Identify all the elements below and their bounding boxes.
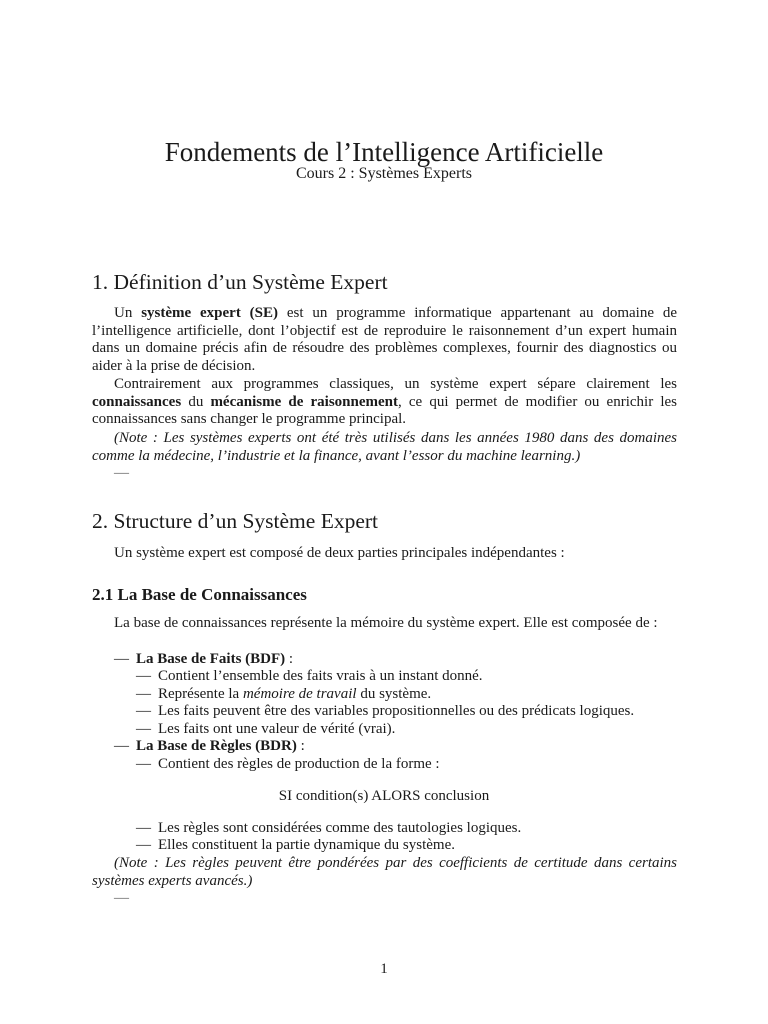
bold-term-bdf: La Base de Faits (BDF) — [136, 651, 286, 667]
text-run: du système. — [356, 686, 432, 702]
list-item-bdf-2 — [136, 686, 431, 704]
page-number: 1 — [380, 961, 388, 977]
bold-term-bdr: La Base de Règles (BDR) — [136, 738, 297, 754]
bold-term-systeme-expert: système expert (SE) — [141, 305, 279, 321]
text-run: : — [296, 738, 305, 754]
text-run: Elles constituent la partie dynamique du système. — [158, 837, 456, 853]
document-subtitle: Cours 2 : Systèmes Experts — [296, 165, 472, 182]
dash-marker: — — [136, 703, 151, 719]
section-1-dash: — — [114, 465, 129, 481]
section-1-heading — [92, 268, 388, 296]
list-item-bdr-3 — [136, 837, 455, 855]
italic-term-memoire: mémoire de travail — [242, 686, 357, 702]
dash-marker: — — [136, 721, 151, 737]
subsection-2-1-intro: La base de connaissances représente la mémoire du système expert. Elle est composée de : — [114, 615, 658, 631]
subsection-2-1-heading: 2.1 La Base de Connaissances — [92, 585, 307, 604]
subsection-2-1-dash: — — [114, 890, 129, 906]
list-item-bdf-4 — [136, 721, 395, 739]
list-item-bdf — [114, 651, 293, 669]
section-1-paragraph-2 — [92, 376, 677, 429]
section-1-number: 1. — [92, 270, 109, 294]
text-run: , ce qui permet de modifier ou enrichir les connaissances sans changer le programme principal. — [92, 393, 677, 428]
text-run: Les règles sont considérées comme des tautologies logiques. — [158, 820, 522, 836]
section-1-note: (Note : Les systèmes experts ont été très utilisés dans les années 1980 dans des domaines comme la médecine, l’industrie et la finance, avant l’essor du machine learning.) — [92, 430, 677, 464]
dash-marker: — — [136, 668, 151, 684]
text-run: Représente la — [158, 686, 243, 702]
text-run: : — [285, 651, 294, 667]
section-2-title: Structure d’un Système Expert — [113, 509, 379, 533]
dash-marker: — — [136, 837, 151, 853]
text-run: Un — [114, 305, 142, 321]
rule-formula: SI condition(s) ALORS conclusion — [278, 788, 490, 804]
dash-marker: — — [136, 820, 151, 836]
text-run: Les faits ont une valeur de vérité (vrai). — [158, 721, 396, 737]
dash-marker: — — [114, 738, 129, 754]
section-2-number: 2. — [92, 509, 109, 533]
text-run: Contrairement aux programmes classiques, un système expert sépare clairement les — [114, 376, 677, 392]
bold-term-mecanisme: mécanisme de raisonnement — [210, 393, 398, 410]
text-run: Contient des règles de production de la forme : — [158, 756, 440, 772]
dash-marker: — — [114, 651, 129, 667]
text-run: est un programme informatique appartenant au domaine de l’intelligence artificielle, dont l’objectif est de reproduire le raisonnement d’un expert humain dans un domaine précis afin de résoudre des problèmes complexes, fournir des diagnostics ou aider à la prise de décision. — [92, 305, 677, 374]
document-title: Fondements de l’Intelligence Artificielle — [164, 137, 604, 167]
dash-marker: — — [136, 756, 151, 772]
text-run: Contient l’ensemble des faits vrais à un instant donné. — [158, 668, 483, 684]
bold-term-connaissances: connaissances — [92, 393, 182, 410]
section-1-paragraph-1 — [92, 305, 677, 375]
list-item-bdr-1 — [136, 756, 440, 774]
section-1-title: Définition d’un Système Expert — [113, 270, 388, 294]
dash-marker: — — [136, 686, 151, 702]
text-run: Les faits peuvent être des variables propositionnelles ou des prédicats logiques. — [158, 703, 635, 719]
text-run: du — [181, 393, 211, 410]
section-2-heading — [92, 507, 378, 535]
list-item-bdr — [114, 738, 305, 756]
list-item-bdf-3 — [136, 703, 634, 721]
list-item-bdr-2 — [136, 820, 521, 838]
subsection-2-1-note: (Note : Les règles peuvent être pondérées par des coefficients de certitude dans certains systèmes experts avancés.) — [92, 855, 677, 889]
section-2-intro: Un système expert est composé de deux parties principales indépendantes : — [114, 545, 565, 561]
list-item-bdf-1 — [136, 668, 483, 686]
